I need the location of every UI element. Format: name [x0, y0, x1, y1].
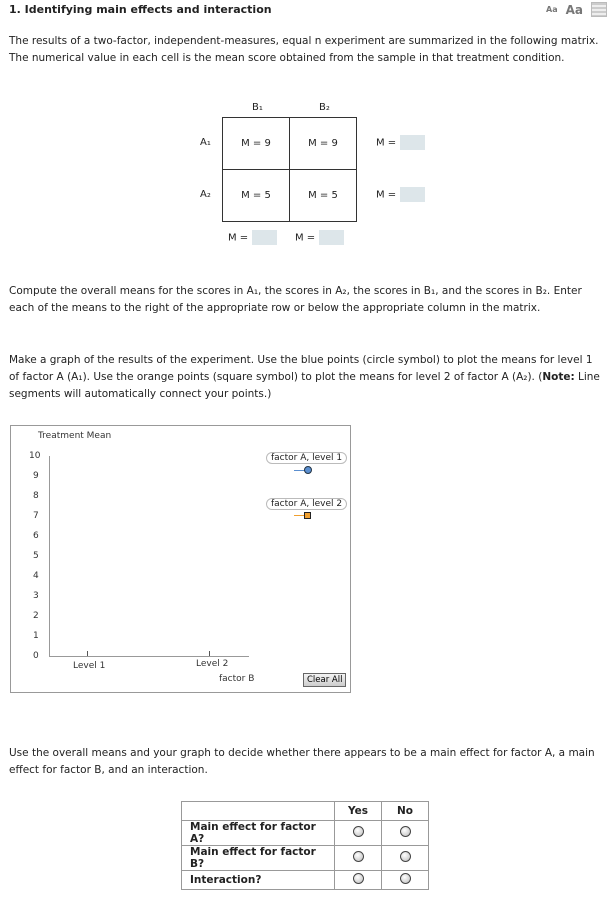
y-tick-label: 2: [33, 611, 39, 621]
cell-a1-b1: M = 9: [222, 117, 290, 170]
row-header-a1: A₁: [200, 137, 211, 148]
note-label: Note:: [542, 371, 575, 383]
radio-b-no[interactable]: [400, 851, 411, 862]
mean-b2-input[interactable]: [319, 230, 344, 245]
question-title: 1. Identifying main effects and interaction: [9, 3, 272, 16]
instruction-decide: Use the overall means and your graph to decide whether there appears to be a main effect for factor A, a main effect for factor B, and an interaction.: [9, 747, 595, 776]
x-tick: [209, 651, 210, 656]
m-label: M =: [376, 189, 397, 201]
x-tick-label: Level 1: [73, 661, 106, 671]
text: Line segments will automatically connect your points.): [9, 371, 600, 400]
y-tick-label: 1: [33, 631, 39, 641]
x-axis-label: factor B: [219, 674, 255, 684]
row-header-a2: A₂: [200, 189, 211, 200]
y-tick-label: 10: [29, 451, 41, 461]
row-label: Interaction?: [182, 871, 335, 890]
row-label: Main effect for factor B?: [182, 846, 335, 871]
col-header-b1: B₁: [252, 102, 263, 113]
graph-panel[interactable]: [10, 425, 351, 693]
clear-all-button[interactable]: Clear All: [303, 673, 346, 687]
cell-a1-b2: M = 9: [289, 117, 357, 170]
font-large-button[interactable]: Aa: [565, 2, 583, 17]
y-tick-label: 6: [33, 531, 39, 541]
y-tick-label: 5: [33, 551, 39, 561]
mean-a2-input[interactable]: [400, 187, 425, 202]
mean-b1-input[interactable]: [252, 230, 277, 245]
col-header-b2: B₂: [319, 102, 330, 113]
square-point-tool[interactable]: [304, 512, 311, 519]
legend-a1: factor A, level 1: [266, 452, 347, 464]
y-axis-label: Treatment Mean: [38, 431, 112, 441]
row-label: Main effect for factor A?: [182, 821, 335, 846]
col-no: No: [382, 802, 429, 821]
x-axis: [49, 656, 249, 657]
y-tick-label: 4: [33, 571, 39, 581]
m-label: M =: [295, 232, 316, 244]
table-row: [182, 821, 429, 846]
effects-table: [181, 801, 429, 890]
mean-a1-input[interactable]: [400, 135, 425, 150]
table-row: [182, 846, 429, 871]
radio-a-yes[interactable]: [353, 826, 364, 837]
y-tick-label: 3: [33, 591, 39, 601]
y-axis: [49, 456, 50, 656]
x-tick-label: Level 2: [196, 659, 229, 669]
instruction-graph: [9, 352, 605, 403]
cell-a2-b1: M = 5: [222, 169, 290, 222]
cell-a2-b2: M = 5: [289, 169, 357, 222]
radio-b-yes[interactable]: [353, 851, 364, 862]
toolbar: [546, 2, 607, 17]
y-tick-label: 0: [33, 651, 39, 661]
x-tick: [87, 651, 88, 656]
print-icon[interactable]: [591, 2, 607, 17]
m-label: M =: [376, 137, 397, 149]
y-tick-label: 9: [33, 471, 39, 481]
radio-interaction-yes[interactable]: [353, 873, 364, 884]
font-small-button[interactable]: Aa: [546, 5, 558, 14]
instruction-means: Compute the overall means for the scores in A₁, the scores in A₂, the scores in B₁, and the scores in B₂. Enter each of the means to the right of the appropriate row or below the appropriate column in the matrix.: [9, 285, 582, 314]
text: Make a graph of the results of the experiment. Use the blue points (circle symbol) to plot the means for level 1 of factor A (A₁). Use the orange points (square symbol) to plot the means for level 2 of factor A (A₂). (: [9, 354, 593, 383]
intro-text: The results of a two-factor, independent-measures, equal n experiment are summarized in the following matrix. The numerical value in each cell is the mean score obtained from the sample in that treatment condition.: [9, 35, 599, 64]
legend-a2: factor A, level 2: [266, 498, 347, 510]
radio-interaction-no[interactable]: [400, 873, 411, 884]
table-row: [182, 871, 429, 890]
y-tick-label: 8: [33, 491, 39, 501]
radio-a-no[interactable]: [400, 826, 411, 837]
m-label: M =: [228, 232, 249, 244]
col-yes: Yes: [335, 802, 382, 821]
y-tick-label: 7: [33, 511, 39, 521]
circle-point-tool[interactable]: [304, 466, 312, 474]
